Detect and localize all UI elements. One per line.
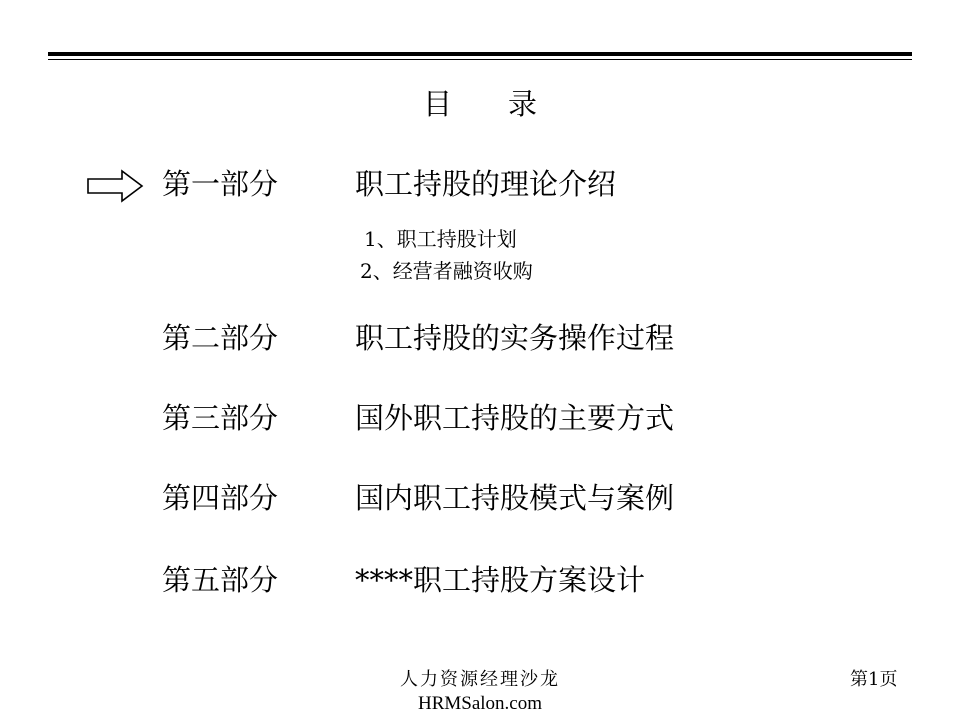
- page-title-char-1: 目: [422, 87, 452, 121]
- toc-section-title: 职工持股的实务操作过程: [355, 321, 675, 355]
- toc-section-number: 第四部分: [162, 481, 279, 515]
- toc-section-number: 第二部分: [162, 321, 279, 355]
- toc-section-number: 第一部分: [162, 167, 279, 201]
- right-arrow-outline-icon: [86, 168, 144, 204]
- footer: [0, 668, 960, 716]
- page-number: 第1页: [850, 669, 898, 690]
- toc-section-title: 职工持股的理论介绍: [355, 167, 617, 201]
- toc-section-number: 第三部分: [162, 401, 279, 435]
- header-rule-thick: [48, 52, 912, 56]
- toc-section-title: ****职工持股方案设计: [355, 563, 646, 597]
- toc-section-title: 国外职工持股的主要方式: [355, 401, 675, 435]
- page-title-char-2: 录: [508, 87, 538, 121]
- page-title: [0, 86, 960, 122]
- footer-url[interactable]: HRMSalon.com: [417, 693, 543, 714]
- toc-subitem-2[interactable]: 2、经营者融资收购: [360, 259, 533, 283]
- footer-brand: 人力资源经理沙龙: [400, 669, 560, 690]
- header-rule-thin: [48, 59, 912, 60]
- toc-section-number: 第五部分: [162, 563, 279, 597]
- toc-subitem-1[interactable]: 1、职工持股计划: [364, 227, 517, 251]
- toc-section-title: 国内职工持股模式与案例: [355, 481, 675, 515]
